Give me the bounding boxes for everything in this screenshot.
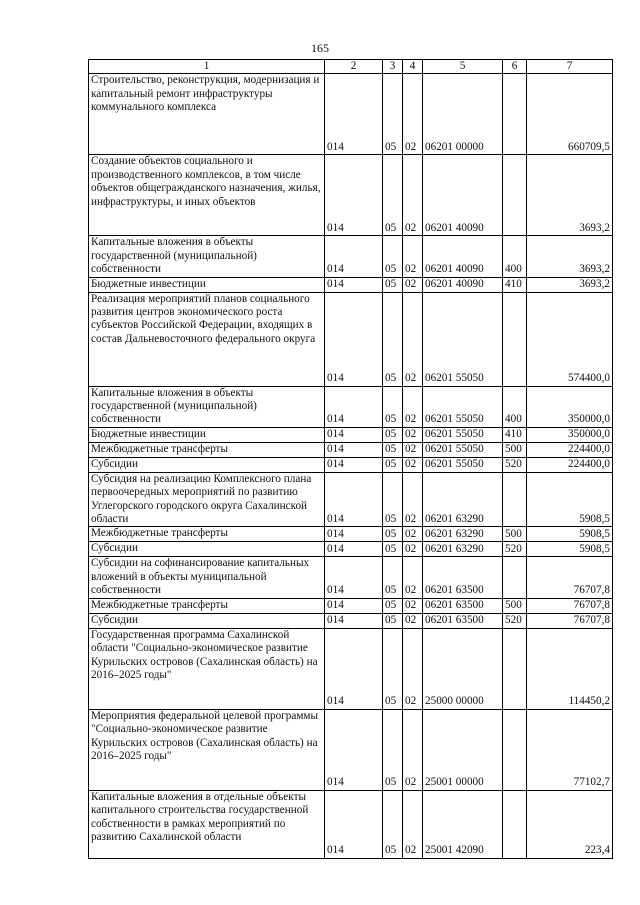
row-expense-type-cell xyxy=(503,628,527,709)
row-ministry-code-cell: 014 xyxy=(325,472,383,527)
row-name-cell: Межбюджетные трансферты xyxy=(89,527,325,542)
row-subsection-cell: 02 xyxy=(403,542,423,557)
row-name-cell: Капитальные вложения в объекты государственной (муниципальной) собственности xyxy=(89,386,325,427)
row-name-cell: Бюджетные инвестиции xyxy=(89,277,325,292)
row-expense-type-cell: 410 xyxy=(503,277,527,292)
row-name-cell: Капитальные вложения в отдельные объекты капитального строительства государственной собственности в рамках мероприятий по развитию Сахалинской области xyxy=(89,790,325,858)
row-target-article-cell: 06201 63500 xyxy=(423,613,503,628)
row-ministry-code-cell: 014 xyxy=(325,709,383,790)
row-target-article-cell: 06201 55050 xyxy=(423,442,503,457)
row-name-cell: Субсидии на софинансирование капитальных вложений в объекты муниципальной собственности xyxy=(89,557,325,598)
row-section-cell: 05 xyxy=(383,598,403,613)
row-subsection-cell: 02 xyxy=(403,386,423,427)
row-amount-cell: 76707,8 xyxy=(527,613,613,628)
row-target-article-cell: 06201 55050 xyxy=(423,386,503,427)
row-subsection-cell: 02 xyxy=(403,628,423,709)
row-amount-cell: 3693,2 xyxy=(527,277,613,292)
table-row xyxy=(89,74,613,155)
row-expense-type-cell: 520 xyxy=(503,457,527,472)
row-subsection-cell: 02 xyxy=(403,472,423,527)
row-amount-cell: 223,4 xyxy=(527,790,613,858)
row-target-article-cell: 25001 42090 xyxy=(423,790,503,858)
table-row xyxy=(89,236,613,277)
row-amount-cell: 76707,8 xyxy=(527,598,613,613)
row-section-cell: 05 xyxy=(383,613,403,628)
row-target-article-cell: 06201 40090 xyxy=(423,236,503,277)
table-row xyxy=(89,472,613,527)
row-target-article-cell: 06201 63290 xyxy=(423,527,503,542)
row-section-cell: 05 xyxy=(383,628,403,709)
row-amount-cell: 114450,2 xyxy=(527,628,613,709)
row-section-cell: 05 xyxy=(383,386,403,427)
table-row xyxy=(89,527,613,542)
row-subsection-cell: 02 xyxy=(403,236,423,277)
row-subsection-cell: 02 xyxy=(403,613,423,628)
row-name-cell: Межбюджетные трансферты xyxy=(89,598,325,613)
row-target-article-cell: 06201 40090 xyxy=(423,277,503,292)
table-row xyxy=(89,442,613,457)
row-name-cell: Строительство, реконструкция, модернизация и капитальный ремонт инфраструктуры коммунального комплекса xyxy=(89,74,325,155)
table-row xyxy=(89,155,613,236)
budget-table xyxy=(88,59,613,859)
row-name-cell: Создание объектов социального и производственного комплексов, в том числе объектов общегражданского назначения, жилья, инфраструктуры, и иных объектов xyxy=(89,155,325,236)
table-row xyxy=(89,277,613,292)
row-name-cell: Мероприятия федеральной целевой программы "Социально-экономическое развитие Курильских островов (Сахалинская область) на 2016–2025 годы" xyxy=(89,709,325,790)
row-name-cell: Капитальные вложения в объекты государственной (муниципальной) собственности xyxy=(89,236,325,277)
row-amount-cell: 3693,2 xyxy=(527,236,613,277)
row-amount-cell: 224400,0 xyxy=(527,457,613,472)
row-ministry-code-cell: 014 xyxy=(325,427,383,442)
row-name-cell: Субсидии xyxy=(89,542,325,557)
row-target-article-cell: 06201 63500 xyxy=(423,598,503,613)
row-amount-cell: 350000,0 xyxy=(527,427,613,442)
row-name-cell: Субсидии xyxy=(89,457,325,472)
row-section-cell: 05 xyxy=(383,790,403,858)
page-number: 165 xyxy=(311,41,329,55)
row-target-article-cell: 25001 00000 xyxy=(423,709,503,790)
table-row xyxy=(89,557,613,598)
row-section-cell: 05 xyxy=(383,557,403,598)
row-amount-cell: 5908,5 xyxy=(527,542,613,557)
row-ministry-code-cell: 014 xyxy=(325,628,383,709)
row-target-article-cell: 06201 00000 xyxy=(423,74,503,155)
row-section-cell: 05 xyxy=(383,542,403,557)
row-expense-type-cell xyxy=(503,557,527,598)
table-row xyxy=(89,598,613,613)
row-expense-type-cell xyxy=(503,155,527,236)
table-row xyxy=(89,292,613,386)
row-target-article-cell: 06201 55050 xyxy=(423,457,503,472)
row-expense-type-cell: 400 xyxy=(503,236,527,277)
row-ministry-code-cell: 014 xyxy=(325,457,383,472)
column-header: 3 xyxy=(383,60,403,74)
row-section-cell: 05 xyxy=(383,527,403,542)
row-target-article-cell: 06201 55050 xyxy=(423,427,503,442)
row-subsection-cell: 02 xyxy=(403,557,423,598)
table-row xyxy=(89,613,613,628)
row-ministry-code-cell: 014 xyxy=(325,557,383,598)
row-name-cell: Межбюджетные трансферты xyxy=(89,442,325,457)
row-name-cell: Бюджетные инвестиции xyxy=(89,427,325,442)
row-section-cell: 05 xyxy=(383,427,403,442)
row-subsection-cell: 02 xyxy=(403,457,423,472)
row-ministry-code-cell: 014 xyxy=(325,790,383,858)
row-expense-type-cell: 500 xyxy=(503,442,527,457)
row-target-article-cell: 06201 55050 xyxy=(423,292,503,386)
row-amount-cell: 3693,2 xyxy=(527,155,613,236)
row-subsection-cell: 02 xyxy=(403,277,423,292)
column-header: 2 xyxy=(325,60,383,74)
row-section-cell: 05 xyxy=(383,155,403,236)
row-amount-cell: 574400,0 xyxy=(527,292,613,386)
row-section-cell: 05 xyxy=(383,472,403,527)
row-target-article-cell: 06201 63500 xyxy=(423,557,503,598)
row-expense-type-cell xyxy=(503,790,527,858)
row-ministry-code-cell: 014 xyxy=(325,292,383,386)
row-amount-cell: 5908,5 xyxy=(527,527,613,542)
row-subsection-cell: 02 xyxy=(403,292,423,386)
row-expense-type-cell: 400 xyxy=(503,386,527,427)
row-amount-cell: 660709,5 xyxy=(527,74,613,155)
row-ministry-code-cell: 014 xyxy=(325,542,383,557)
row-target-article-cell: 06201 63290 xyxy=(423,542,503,557)
table-row xyxy=(89,542,613,557)
row-section-cell: 05 xyxy=(383,74,403,155)
row-subsection-cell: 02 xyxy=(403,527,423,542)
row-section-cell: 05 xyxy=(383,277,403,292)
row-subsection-cell: 02 xyxy=(403,709,423,790)
row-subsection-cell: 02 xyxy=(403,427,423,442)
row-amount-cell: 224400,0 xyxy=(527,442,613,457)
row-name-cell: Государственная программа Сахалинской области "Социально-экономическое развитие Курильских островов (Сахалинская область) на 2016–2025 годы" xyxy=(89,628,325,709)
row-subsection-cell: 02 xyxy=(403,442,423,457)
row-name-cell: Реализация мероприятий планов социального развития центров экономического роста субъектов Российской Федерации, входящих в состав Дальневосточного федерального округа xyxy=(89,292,325,386)
table-row xyxy=(89,628,613,709)
row-expense-type-cell xyxy=(503,292,527,386)
row-ministry-code-cell: 014 xyxy=(325,598,383,613)
table-row xyxy=(89,386,613,427)
row-target-article-cell: 25000 00000 xyxy=(423,628,503,709)
row-ministry-code-cell: 014 xyxy=(325,442,383,457)
row-expense-type-cell xyxy=(503,709,527,790)
row-section-cell: 05 xyxy=(383,442,403,457)
row-expense-type-cell xyxy=(503,74,527,155)
row-section-cell: 05 xyxy=(383,457,403,472)
row-expense-type-cell: 500 xyxy=(503,527,527,542)
table-header-row xyxy=(89,60,613,74)
row-amount-cell: 77102,7 xyxy=(527,709,613,790)
row-ministry-code-cell: 014 xyxy=(325,74,383,155)
row-expense-type-cell: 410 xyxy=(503,427,527,442)
row-subsection-cell: 02 xyxy=(403,790,423,858)
row-expense-type-cell xyxy=(503,472,527,527)
row-target-article-cell: 06201 40090 xyxy=(423,155,503,236)
row-ministry-code-cell: 014 xyxy=(325,236,383,277)
row-expense-type-cell: 500 xyxy=(503,598,527,613)
column-header: 1 xyxy=(89,60,325,74)
row-subsection-cell: 02 xyxy=(403,155,423,236)
row-section-cell: 05 xyxy=(383,236,403,277)
row-ministry-code-cell: 014 xyxy=(325,277,383,292)
row-subsection-cell: 02 xyxy=(403,598,423,613)
row-ministry-code-cell: 014 xyxy=(325,155,383,236)
row-name-cell: Субсидия на реализацию Комплексного плана первоочередных мероприятий по развитию Углегорского городского округа Сахалинской области xyxy=(89,472,325,527)
table-row xyxy=(89,457,613,472)
table-row xyxy=(89,709,613,790)
row-section-cell: 05 xyxy=(383,709,403,790)
row-expense-type-cell: 520 xyxy=(503,542,527,557)
column-header: 5 xyxy=(423,60,503,74)
row-ministry-code-cell: 014 xyxy=(325,386,383,427)
row-ministry-code-cell: 014 xyxy=(325,613,383,628)
row-amount-cell: 5908,5 xyxy=(527,472,613,527)
row-amount-cell: 350000,0 xyxy=(527,386,613,427)
column-header: 4 xyxy=(403,60,423,74)
row-amount-cell: 76707,8 xyxy=(527,557,613,598)
row-expense-type-cell: 520 xyxy=(503,613,527,628)
table-row xyxy=(89,790,613,858)
row-ministry-code-cell: 014 xyxy=(325,527,383,542)
column-header: 6 xyxy=(503,60,527,74)
column-header: 7 xyxy=(527,60,613,74)
row-name-cell: Субсидии xyxy=(89,613,325,628)
row-subsection-cell: 02 xyxy=(403,74,423,155)
row-target-article-cell: 06201 63290 xyxy=(423,472,503,527)
row-section-cell: 05 xyxy=(383,292,403,386)
table-row xyxy=(89,427,613,442)
